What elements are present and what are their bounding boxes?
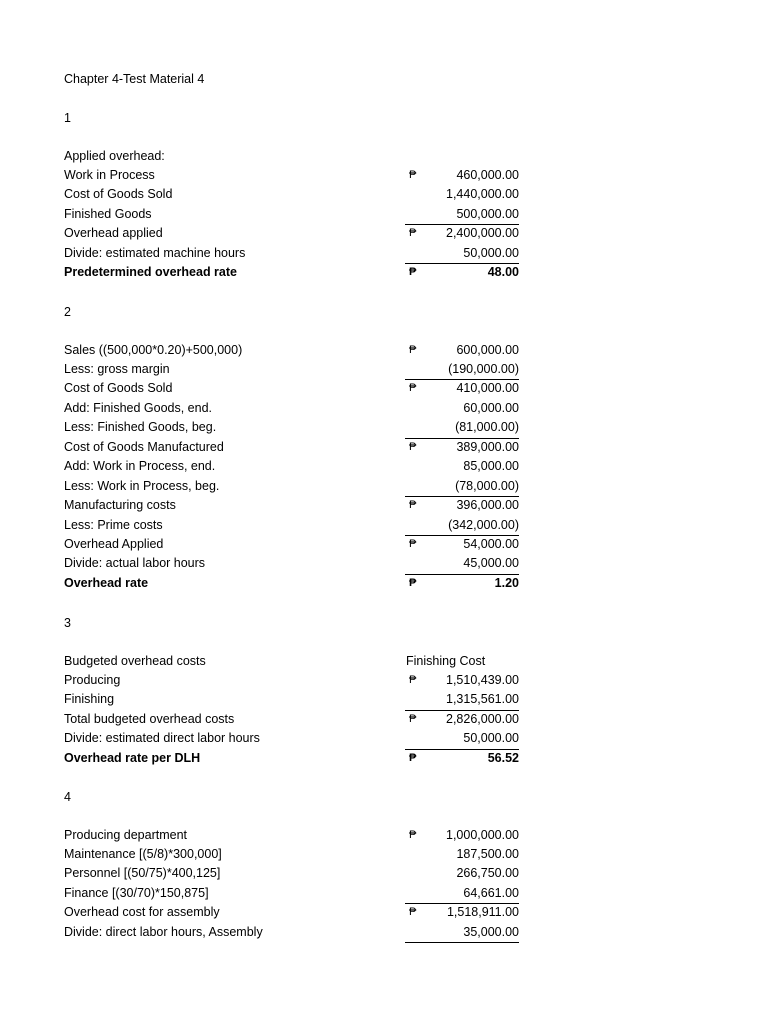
peso-sign-icon: ₱ bbox=[409, 343, 417, 356]
ledger-row bbox=[64, 224, 519, 244]
row-label: Cost of Goods Sold bbox=[64, 187, 173, 202]
row-label: Less: gross margin bbox=[64, 361, 170, 376]
peso-sign-icon: ₱ bbox=[409, 576, 417, 589]
row-label: Overhead Applied bbox=[64, 537, 164, 551]
row-label: Less: Work in Process, beg. bbox=[64, 478, 220, 493]
ledger-row bbox=[64, 477, 519, 497]
ledger-row bbox=[64, 147, 519, 167]
section-number: 1 bbox=[64, 111, 71, 125]
row-amount: 1,518,911.00 bbox=[446, 905, 519, 920]
row-amount: 1.20 bbox=[494, 575, 519, 590]
ledger-row bbox=[64, 457, 519, 477]
section-number: 2 bbox=[64, 305, 71, 319]
ledger-row bbox=[64, 244, 519, 264]
ledger-row bbox=[64, 554, 519, 574]
row-amount: (190,000.00) bbox=[448, 361, 519, 376]
row-amount: 410,000.00 bbox=[456, 381, 519, 396]
row-amount: 56.52 bbox=[487, 750, 519, 765]
ledger-row bbox=[64, 418, 519, 438]
row-amount: 64,661.00 bbox=[463, 885, 519, 900]
row-amount: (342,000.00) bbox=[448, 517, 519, 532]
peso-sign-icon: ₱ bbox=[409, 382, 417, 395]
row-label: Divide: actual labor hours bbox=[64, 556, 206, 571]
row-label: Add: Finished Goods, end. bbox=[64, 400, 213, 415]
row-amount: 1,000,000.00 bbox=[446, 827, 519, 842]
peso-sign-icon: ₱ bbox=[409, 751, 417, 764]
row-amount: (81,000.00) bbox=[455, 420, 519, 435]
ledger-row bbox=[64, 749, 519, 769]
row-amount: (78,000.00) bbox=[455, 478, 519, 493]
row-label: Overhead rate bbox=[64, 575, 149, 590]
peso-sign-icon: ₱ bbox=[409, 673, 417, 686]
row-label: Overhead applied bbox=[64, 226, 163, 241]
row-amount: 1,510,439.00 bbox=[446, 672, 519, 687]
column-header: Finishing Cost bbox=[406, 653, 486, 668]
row-label: Finance [(30/70)*150,875] bbox=[64, 885, 209, 900]
document-title: Chapter 4-Test Material 4 bbox=[64, 72, 205, 86]
row-amount: 600,000.00 bbox=[456, 342, 519, 357]
row-label: Overhead cost for assembly bbox=[64, 905, 220, 920]
ledger-row bbox=[64, 903, 519, 923]
peso-sign-icon: ₱ bbox=[409, 266, 417, 279]
ledger-row bbox=[64, 845, 519, 865]
ledger-row bbox=[64, 263, 519, 283]
row-label: Divide: direct labor hours, Assembly bbox=[64, 924, 263, 939]
ledger-row bbox=[64, 710, 519, 730]
row-amount: 2,826,000.00 bbox=[446, 711, 519, 726]
total-underline bbox=[405, 942, 519, 943]
peso-sign-icon: ₱ bbox=[409, 712, 417, 725]
ledger-row bbox=[64, 205, 519, 225]
ledger-row bbox=[64, 671, 519, 691]
row-amount: 1,440,000.00 bbox=[446, 187, 519, 202]
row-label: Finishing bbox=[64, 692, 115, 707]
row-amount: 50,000.00 bbox=[463, 245, 519, 260]
ledger-row bbox=[64, 729, 519, 749]
row-label: Manufacturing costs bbox=[64, 498, 176, 513]
ledger-row bbox=[64, 864, 519, 884]
row-label: Producing department bbox=[64, 827, 187, 842]
ledger-row bbox=[64, 341, 519, 361]
peso-sign-icon: ₱ bbox=[409, 538, 417, 550]
row-label: Add: Work in Process, end. bbox=[64, 459, 216, 474]
section-number: 3 bbox=[64, 616, 71, 630]
row-label: Less: Prime costs bbox=[64, 517, 163, 532]
row-label: Cost of Goods Manufactured bbox=[64, 439, 224, 454]
ledger-row bbox=[64, 399, 519, 419]
row-label: Applied overhead: bbox=[64, 148, 165, 163]
ledger-row bbox=[64, 438, 519, 458]
ledger-row bbox=[64, 166, 519, 186]
row-amount: 266,750.00 bbox=[456, 866, 519, 881]
row-label: Cost of Goods Sold bbox=[64, 381, 173, 396]
row-label: Producing bbox=[64, 672, 121, 687]
row-label: Divide: estimated direct labor hours bbox=[64, 731, 260, 746]
ledger-row bbox=[64, 690, 519, 710]
section-number: 4 bbox=[64, 790, 71, 804]
ledger-row bbox=[64, 379, 519, 399]
ledger-row bbox=[64, 360, 519, 380]
row-amount: 1,315,561.00 bbox=[446, 692, 519, 707]
ledger-row bbox=[64, 652, 519, 672]
ledger-row bbox=[64, 496, 519, 516]
row-label: Work in Process bbox=[64, 167, 155, 182]
ledger-row bbox=[64, 826, 519, 846]
ledger-row bbox=[64, 884, 519, 904]
peso-sign-icon: ₱ bbox=[409, 440, 417, 453]
row-label: Total budgeted overhead costs bbox=[64, 711, 235, 726]
row-label: Overhead rate per DLH bbox=[64, 750, 201, 765]
row-amount: 48.00 bbox=[487, 265, 519, 280]
row-amount: 35,000.00 bbox=[463, 924, 519, 939]
row-label: Personnel [(50/75)*400,125] bbox=[64, 866, 221, 881]
row-amount: 396,000.00 bbox=[456, 498, 519, 513]
row-amount: 500,000.00 bbox=[456, 206, 519, 221]
row-amount: 85,000.00 bbox=[463, 459, 519, 474]
row-amount: 187,500.00 bbox=[456, 846, 519, 861]
row-label: Divide: estimated machine hours bbox=[64, 245, 246, 260]
ledger-row bbox=[64, 516, 519, 536]
row-label: Less: Finished Goods, beg. bbox=[64, 420, 217, 435]
ledger-row bbox=[64, 185, 519, 205]
row-amount: 50,000.00 bbox=[463, 731, 519, 746]
ledger-row bbox=[64, 574, 519, 594]
row-amount: 460,000.00 bbox=[456, 167, 519, 182]
peso-sign-icon: ₱ bbox=[409, 499, 417, 512]
row-amount: 60,000.00 bbox=[463, 400, 519, 415]
ledger-row bbox=[64, 535, 519, 555]
peso-sign-icon: ₱ bbox=[409, 168, 417, 181]
row-amount: 54,000.00 bbox=[463, 537, 519, 551]
row-label: Maintenance [(5/8)*300,000] bbox=[64, 846, 222, 861]
peso-sign-icon: ₱ bbox=[409, 828, 417, 841]
row-label: Predetermined overhead rate bbox=[64, 265, 237, 280]
peso-sign-icon: ₱ bbox=[409, 906, 417, 919]
row-amount: 45,000.00 bbox=[463, 556, 519, 571]
row-label: Sales ((500,000*0.20)+500,000) bbox=[64, 342, 243, 357]
row-label: Budgeted overhead costs bbox=[64, 653, 206, 668]
row-label: Finished Goods bbox=[64, 206, 152, 221]
ledger-row bbox=[64, 923, 519, 943]
row-amount: 389,000.00 bbox=[456, 439, 519, 454]
row-amount: 2,400,000.00 bbox=[446, 226, 519, 241]
peso-sign-icon: ₱ bbox=[409, 227, 417, 240]
